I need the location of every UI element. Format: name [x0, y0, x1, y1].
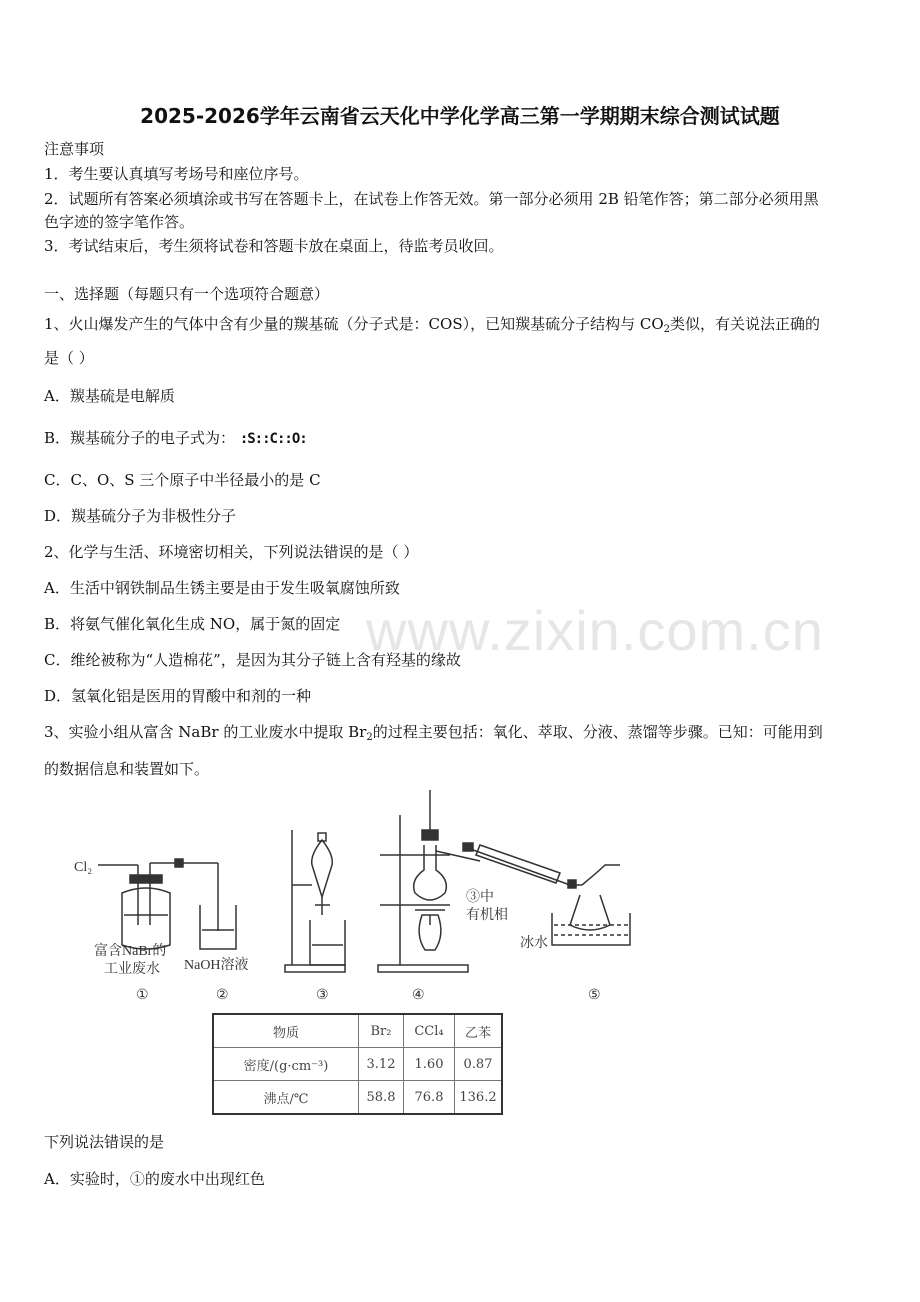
num-5: ⑤	[588, 988, 601, 1003]
notice-heading: 注意事项	[44, 140, 105, 158]
q2-option-d: D．氢氧化铝是医用的胃酸中和剂的一种	[44, 687, 312, 705]
q3-stem	[44, 722, 823, 748]
q1-stem-b: 类似，有关说法正确的	[670, 315, 821, 333]
notice-item-3: 3．考试结束后，考生须将试卷和答题卡放在桌面上，待监考员收回。	[44, 237, 504, 255]
q1-option-b	[44, 428, 307, 449]
table-cell: 密度/(g·cm⁻³)	[213, 1048, 359, 1081]
notice-item-2-cont: 色字迹的签字笔作答。	[44, 213, 195, 231]
q1-option-d: D．羰基硫分子为非极性分子	[44, 507, 237, 525]
num-1: ①	[136, 988, 149, 1003]
table-header: Br₂	[359, 1014, 404, 1048]
section-heading: 一、选择题（每题只有一个选项符合题意）	[44, 285, 330, 303]
q3-stem-sub: 2	[366, 732, 373, 743]
table-header-row	[213, 1014, 502, 1048]
q3-stem-line2: 的数据信息和装置如下。	[44, 760, 210, 778]
q3-question: 下列说法错误的是	[44, 1133, 165, 1151]
data-table	[212, 1013, 503, 1115]
q3-stem-a: 3、实验小组从富含 NaBr 的工业废水中提取 Br	[44, 723, 367, 741]
notice-item-2: 2．试题所有答案必须填涂或书写在答题卡上，在试卷上作答无效。第一部分必须用 2B 铅笔作答；第二部分必须用黑	[44, 190, 819, 208]
num-3: ③	[316, 988, 329, 1003]
q2-option-c: C．维纶被称为“人造棉花”，是因为其分子链上含有羟基的缘故	[44, 651, 461, 669]
table-cell: 58.8	[359, 1081, 404, 1115]
table-cell: 1.60	[404, 1048, 455, 1081]
q2-option-a: A．生活中钢铁制品生锈主要是由于发生吸氧腐蚀所致	[44, 579, 400, 597]
table-cell: 沸点/℃	[213, 1081, 359, 1115]
label-1a: 富含NaBr的	[94, 944, 167, 959]
q1-stem-line2: 是（ ）	[44, 349, 94, 367]
table-header: 乙苯	[455, 1014, 503, 1048]
q1-stem-a: 1、火山爆发产生的气体中含有少量的羰基硫（分子式是：COS），已知羰基硫分子结构与 CO	[44, 315, 664, 333]
q1-option-c: C．C、O、S 三个原子中半径最小的是 C	[44, 471, 321, 489]
table-row	[213, 1048, 502, 1081]
label-3a: ③中	[466, 890, 494, 905]
apparatus-figure	[60, 785, 660, 1010]
label-1b: 工业废水	[104, 962, 160, 977]
watermark: www.zixin.com.cn	[366, 599, 824, 662]
q1-stem-sub: 2	[663, 324, 671, 335]
table-cell: 3.12	[359, 1048, 404, 1081]
label-ice: 冰水	[520, 936, 548, 951]
num-2: ②	[216, 988, 229, 1003]
num-4: ④	[412, 988, 425, 1003]
table-cell: 136.2	[455, 1081, 503, 1115]
q1-stem	[44, 314, 820, 340]
notice-item-1: 1．考生要认真填写考场号和座位序号。	[44, 165, 309, 183]
electron-formula: :S::C::O:	[239, 431, 307, 447]
label-2: NaOH溶液	[184, 958, 249, 973]
q1-option-b-text: B．羰基硫分子的电子式为：	[44, 429, 236, 447]
q1-option-a: A．羰基硫是电解质	[44, 387, 175, 405]
table-header: 物质	[213, 1014, 359, 1048]
exam-title: 2025-2026学年云南省云天化中学化学高三第一学期期末综合测试试题	[140, 104, 780, 128]
q3-stem-b: 的过程主要包括：氧化、萃取、分液、蒸馏等步骤。已知：可能用到	[372, 723, 823, 741]
table-row	[213, 1081, 502, 1115]
table-cell: 76.8	[404, 1081, 455, 1115]
table-cell: 0.87	[455, 1048, 503, 1081]
label-3b: 有机相	[466, 908, 508, 923]
cl2-label: Cl₂	[74, 860, 93, 875]
table-header: CCl₄	[404, 1014, 455, 1048]
q2-option-b: B．将氨气催化氧化生成 NO，属于氮的固定	[44, 615, 341, 633]
q2-stem: 2、化学与生活、环境密切相关，下列说法错误的是（ ）	[44, 543, 419, 561]
q3-option-a: A．实验时，①的废水中出现红色	[44, 1170, 265, 1188]
